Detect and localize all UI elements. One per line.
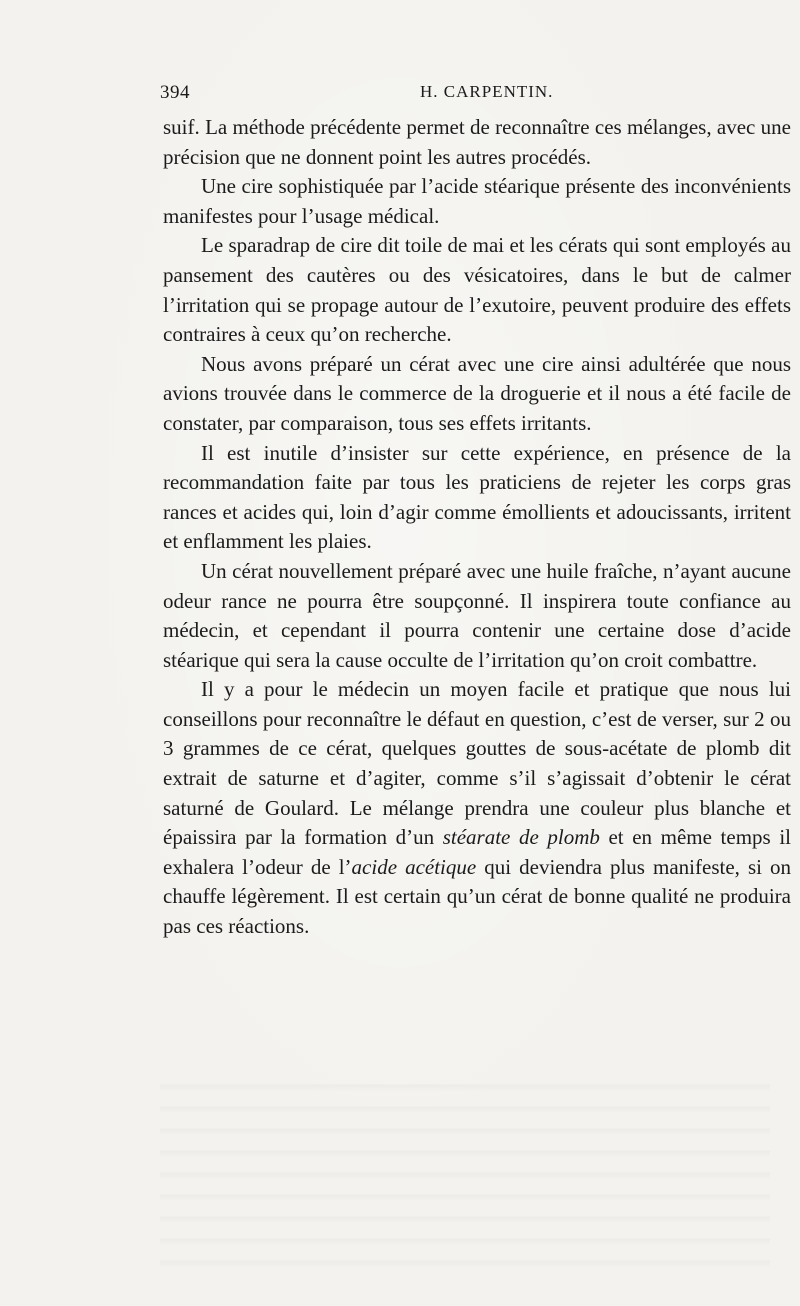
paragraph-5: Il est inutile d’insister sur cette expérience, en présence de la recommandation faite par tous les praticiens de rejeter les corps gras rances et acides qui, loin d’agir comme émollients et adoucissants, irritent et enflamment les plaies. — [163, 440, 791, 554]
paragraph-2: Une cire sophistiquée par l’acide stéarique présente des inconvénients manifestes pour l’usage médical. — [163, 174, 791, 228]
paragraph-7-text-c: qui deviendra plus manifeste, si on chauffe légèrement. Il est certain qu’un cérat de bonne qualité ne produira pas ces réactions. — [163, 854, 791, 939]
paragraph-1: suif. La méthode précédente permet de reconnaître ces mélanges, avec une précision que ne donnent point les autres procédés. — [163, 115, 791, 169]
paragraph-3: Le sparadrap de cire dit toile de mai et les cérats qui sont employés au pansement des cautères ou des vésicatoires, dans le but de calmer l’irritation qui se propage autour de l’exutoire, peuvent produire des effets contraires à ceux qu’on recherche. — [163, 233, 791, 347]
page-header — [160, 82, 760, 108]
italic-term-acide: acide acétique — [351, 854, 477, 879]
body-text — [163, 113, 791, 942]
running-head: H. CARPENTIN. — [420, 82, 554, 101]
paragraph-7 — [163, 675, 791, 941]
paragraph-6: Un cérat nouvellement préparé avec une huile fraîche, n’ayant aucune odeur rance ne pourra être soupçonné. Il inspirera toute confiance au médecin, et cependant il pourra contenir une certaine dose d’acide stéarique qui sera la cause occulte de l’irritation qu’on croit combattre. — [163, 558, 791, 672]
show-through-area — [160, 1070, 770, 1270]
paragraph-7-text-b: et en même temps il exhalera l’odeur de l’ — [163, 825, 791, 879]
page-number: 394 — [160, 82, 190, 103]
paragraph-4: Nous avons préparé un cérat avec une cire ainsi adultérée que nous avions trouvée dans le commerce de la droguerie et il nous a été facile de constater, par comparaison, tous ses effets irritants. — [163, 351, 791, 435]
paragraph-7-text-a: Il y a pour le médecin un moyen facile et pratique que nous lui conseillons pour reconnaître le défaut en question, c’est de verser, sur 2 ou 3 grammes de ce cérat, quelques gouttes de sous-acétate de plomb dit extrait de saturne et d’agiter, comme s’il s’agissait d’obtenir le cérat saturné de Goulard. Le mélange prendra une couleur plus blanche et épaissira par la formation d’un — [163, 677, 791, 850]
italic-term-stearate: stéarate de plomb — [442, 825, 600, 850]
